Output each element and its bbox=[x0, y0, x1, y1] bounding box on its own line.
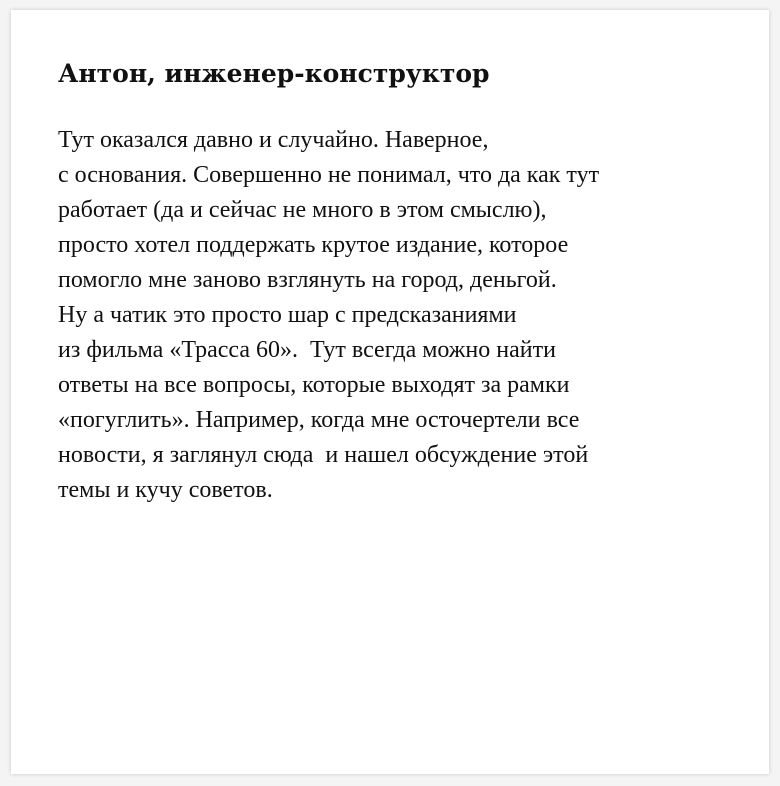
text-line-10: новости, я заглянул сюда и нашел обсуждение этой bbox=[58, 442, 589, 468]
testimonial-text bbox=[58, 123, 738, 508]
text-line-9: «погуглить». Например, когда мне осточертели все bbox=[58, 407, 580, 433]
text-line-6: Ну а чатик это просто шар с предсказаниями bbox=[58, 302, 517, 328]
testimonial-card bbox=[11, 10, 769, 774]
text-line-5: помогло мне заново взглянуть на город, деньгой. bbox=[58, 267, 557, 293]
text-line-8: ответы на все вопросы, которые выходят за рамки bbox=[58, 372, 570, 398]
text-line-3: работает (да и сейчас не много в этом смыслю), bbox=[58, 197, 547, 223]
card-title: Антон, инженер-конструктор bbox=[58, 59, 490, 88]
text-line-2: с основания. Совершенно не понимал, что да как тут bbox=[58, 162, 600, 188]
text-line-1: Тут оказался давно и случайно. Наверное, bbox=[58, 127, 489, 153]
text-line-11: темы и кучу советов. bbox=[58, 477, 273, 503]
text-line-4: просто хотел поддержать крутое издание, которое bbox=[58, 232, 569, 258]
text-line-7: из фильма «Трасса 60». Тут всегда можно найти bbox=[58, 337, 556, 363]
